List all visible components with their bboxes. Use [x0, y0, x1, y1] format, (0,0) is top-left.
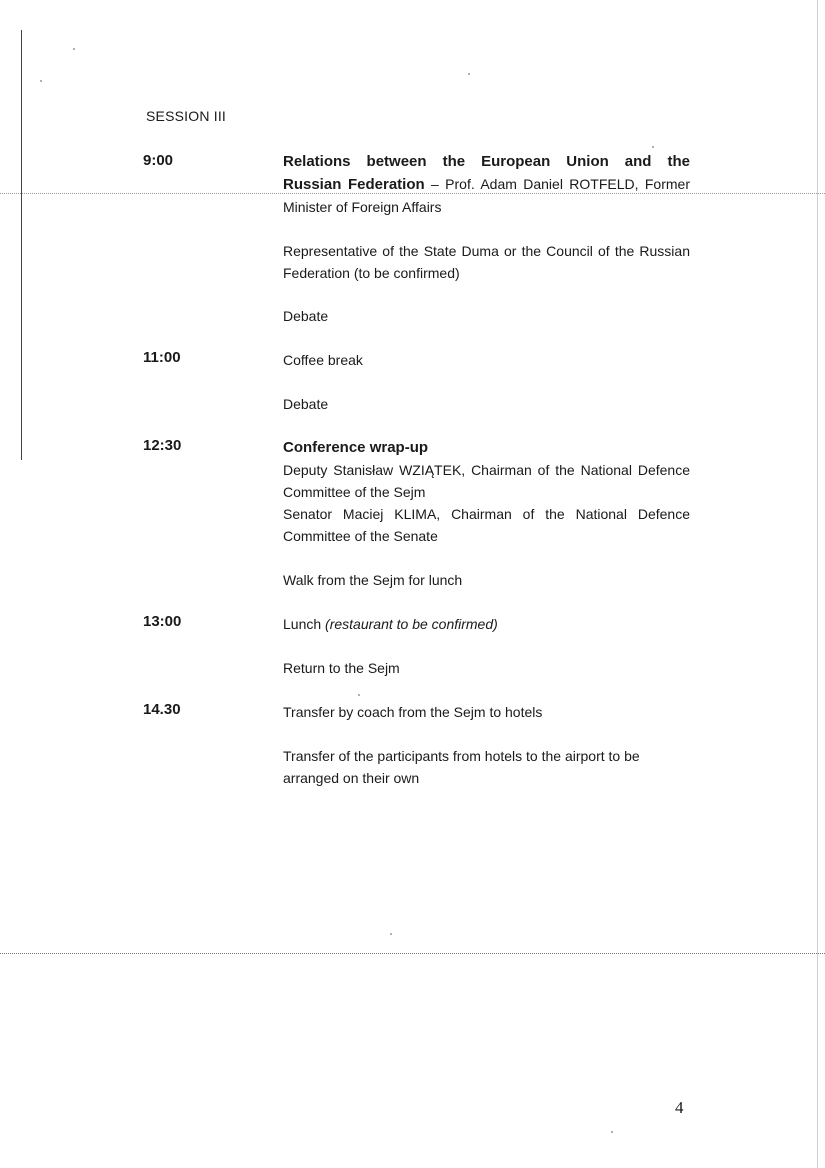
lunch-note: (restaurant to be confirmed): [325, 616, 498, 632]
agenda-lunch: [283, 613, 690, 635]
scan-speck: [390, 933, 392, 935]
agenda-item-1230: [283, 437, 690, 547]
item-speaker-2: Senator Maciej KLIMA, Chairman of the National Defence Committee of the Senate: [283, 506, 690, 544]
agenda-debate-1: Debate: [283, 308, 329, 324]
agenda-walk: Walk from the Sejm for lunch: [283, 572, 463, 588]
time-1230: 12:30: [143, 437, 182, 454]
page-number: 4: [675, 1098, 684, 1117]
scan-speck: [40, 80, 42, 82]
agenda-debate-2: Debate: [283, 396, 329, 412]
item-title: Conference wrap-up: [283, 439, 429, 456]
lunch-label: Lunch: [283, 616, 326, 632]
agenda-coffee-break: Coffee break: [283, 352, 363, 368]
time-1100: 11:00: [143, 349, 181, 366]
scan-speck: [468, 73, 470, 75]
agenda-transfer-coach: Transfer by coach from the Sejm to hotels: [283, 704, 543, 720]
scan-margin-line: [21, 30, 22, 460]
time-0900: 9:00: [143, 152, 174, 169]
scan-speck: [73, 48, 75, 50]
scan-speck: [358, 694, 360, 696]
scan-edge-line: [817, 0, 818, 1168]
item-title-line2: [283, 173, 690, 196]
time-1430: 14.30: [143, 701, 181, 718]
agenda-transfer-airport: Transfer of the participants from hotels to the airport to be arranged on their own: [283, 748, 640, 786]
item-speaker-1: Deputy Stanisław WZIĄTEK, Chairman of the National Defence Committee of the Sejm: [283, 462, 690, 500]
scan-speck: [611, 1131, 613, 1133]
agenda-return: Return to the Sejm: [283, 660, 400, 676]
item-speaker-role: Minister of Foreign Affairs: [283, 199, 442, 215]
item-speaker: – Prof. Adam Daniel ROTFELD, Former: [424, 176, 690, 192]
session-heading: SESSION III: [146, 108, 226, 124]
item-title-line1: Relations between the European Union and the: [283, 153, 690, 170]
scan-speck: [652, 146, 654, 148]
scan-dotted-rule-bottom: [0, 953, 825, 954]
agenda-representative: Representative of the State Duma or the Council of the Russian Federation (to be confirmed): [283, 243, 690, 281]
agenda-item-0900: [283, 151, 690, 218]
time-1300: 13:00: [143, 613, 182, 630]
item-title-bold: Russian Federation: [283, 176, 425, 193]
